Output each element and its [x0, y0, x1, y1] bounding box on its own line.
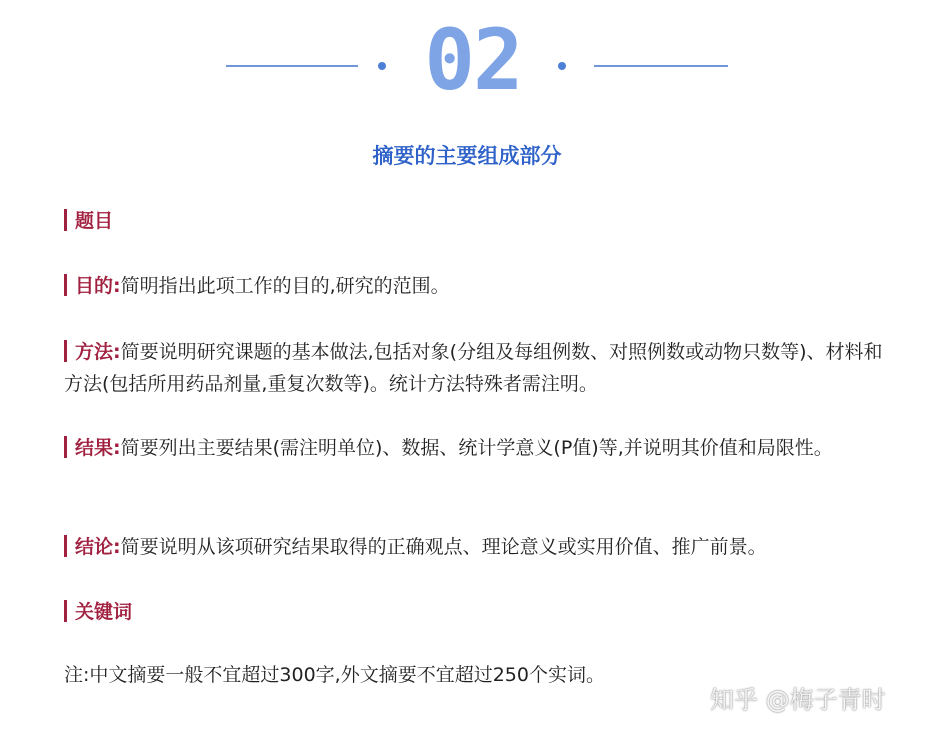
item-label: 关键词: [75, 601, 133, 623]
label-bar: [64, 340, 67, 362]
section-header: [0, 0, 934, 110]
label-bar: [64, 209, 67, 231]
item-label: 方法:: [75, 341, 121, 363]
section-title-item: [64, 205, 898, 237]
item-label: 目的:: [75, 275, 121, 297]
section-conclusion: [64, 531, 898, 563]
item-text: 简要说明研究课题的基本做法,包括对象(分组及每组例数、对照例数或动物只数等)、材料和方法(包括所用药品剂量,重复次数等)。统计方法特殊者需注明。: [64, 341, 883, 395]
section-purpose: [64, 270, 898, 302]
section-title: 摘要的主要组成部分: [372, 144, 562, 168]
section-method: [64, 336, 898, 400]
item-text: 简明指出此项工作的目的,研究的范围。: [120, 275, 450, 297]
item-label: 结果:: [75, 437, 121, 459]
item-label: 题目: [75, 210, 114, 232]
divider-line-left: [226, 65, 358, 67]
divider-dot-left: [378, 62, 386, 70]
section-number: 02: [424, 11, 522, 109]
label-bar: [64, 436, 67, 458]
watermark: 知乎 @梅子青时: [710, 686, 886, 714]
section-keywords: [64, 596, 898, 628]
section-result: [64, 432, 898, 464]
label-bar: [64, 600, 67, 622]
item-label: 结论:: [75, 536, 121, 558]
item-text: 简要说明从该项研究结果取得的正确观点、理论意义或实用价值、推广前景。: [120, 536, 767, 558]
item-text: 简要列出主要结果(需注明单位)、数据、统计学意义(P值)等,并说明其价值和局限性。: [120, 437, 833, 459]
label-bar: [64, 535, 67, 557]
footnote: 注:中文摘要一般不宜超过300字,外文摘要不宜超过250个实词。: [64, 664, 605, 686]
divider-line-right: [594, 65, 728, 67]
divider-dot-right: [558, 62, 566, 70]
label-bar: [64, 274, 67, 296]
